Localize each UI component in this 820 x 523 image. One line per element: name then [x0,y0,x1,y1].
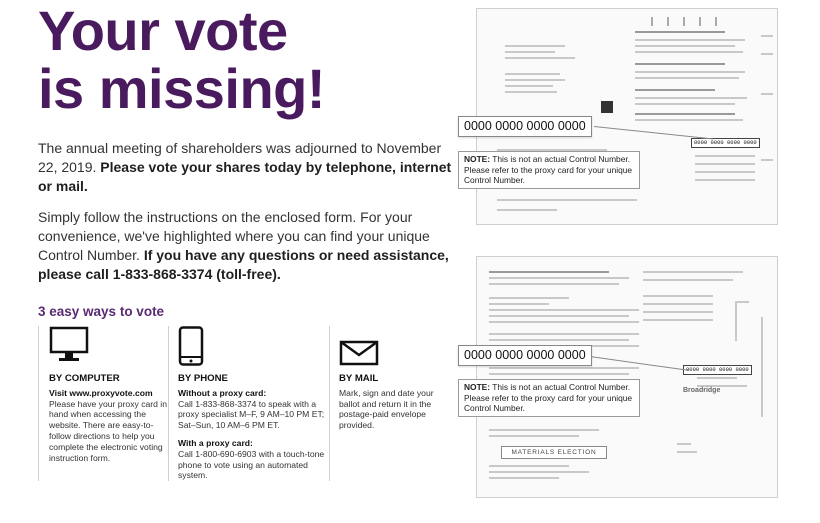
way-phone-text1: Call 1-833-868-3374 to speak with a proxy specialist M–F, 9 AM–10 PM ET; Sat–Sun, 10 AM–6 PM ET. [178,398,325,431]
mini-control-number-1: 0000 0000 0000 0000 [691,138,760,148]
note-box-2 [458,379,640,417]
note-label-1: NOTE: [464,154,491,164]
headline-line-2: is missing! [38,57,326,120]
ways-title: 3 easy ways to vote [38,304,165,319]
headline-line-1: Your vote [38,0,288,62]
note-label-2: NOTE: [464,382,491,392]
way-mail-text: Mark, sign and date your ballot and return it in the postage-paid envelope provided. [339,387,434,431]
proxy-card-image-2 [476,256,778,498]
broadridge-logo: Broadridge [683,387,721,394]
way-phone-text2: Call 1-800-690-6903 with a touch-tone phone to vote using an automated system. [178,448,325,481]
note-text-1: This is not an actual Control Number. Please refer to the proxy card for your unique Control Number. [464,154,633,185]
way-phone-sub2: With a proxy card: [178,437,253,448]
way-computer [38,326,169,481]
way-computer-title: BY COMPUTER [49,373,120,384]
intro-paragraph-1 [38,139,458,196]
mini-control-number-2: 0000 0000 0000 0000 [683,365,752,375]
way-mail-title: BY MAIL [339,373,379,384]
headline [38,2,325,118]
intro-paragraph-2 [38,208,458,284]
way-phone [168,326,328,481]
control-number-callout-1: 0000 0000 0000 0000 [458,116,592,137]
way-computer-text: Please have your proxy card in hand when accessing the website. There are easy-to-follow directions to help you complete the electronic voting instruction form. [49,398,167,463]
note-text-2: This is not an actual Control Number. Please refer to the proxy card for your unique Control Number. [464,382,633,413]
intro-p2-bold: If you have any questions or need assistance, please call 1-833-868-3374 (toll-free). [38,247,449,282]
intro-p1-text: The annual meeting of shareholders was adjourned to November 22, 2019. [38,140,442,175]
way-phone-sub1: Without a proxy card: [178,387,267,398]
smartphone-icon [178,326,328,368]
control-number-callout-2: 0000 0000 0000 0000 [458,345,592,366]
way-computer-url[interactable]: Visit www.proxyvote.com [49,387,153,398]
note-box-1 [458,151,640,189]
monitor-icon [49,326,169,368]
intro-p1-bold: Please vote your shares today by telephone, internet or mail. [38,159,452,194]
envelope-icon [339,326,439,368]
way-phone-title: BY PHONE [178,373,228,384]
intro-p2-text: Simply follow the instructions on the enclosed form. For your convenience, we've highlighted where you can find your unique Control Number. [38,209,430,263]
way-mail [329,326,439,481]
materials-election-label: MATERIALS ELECTION [501,446,607,459]
